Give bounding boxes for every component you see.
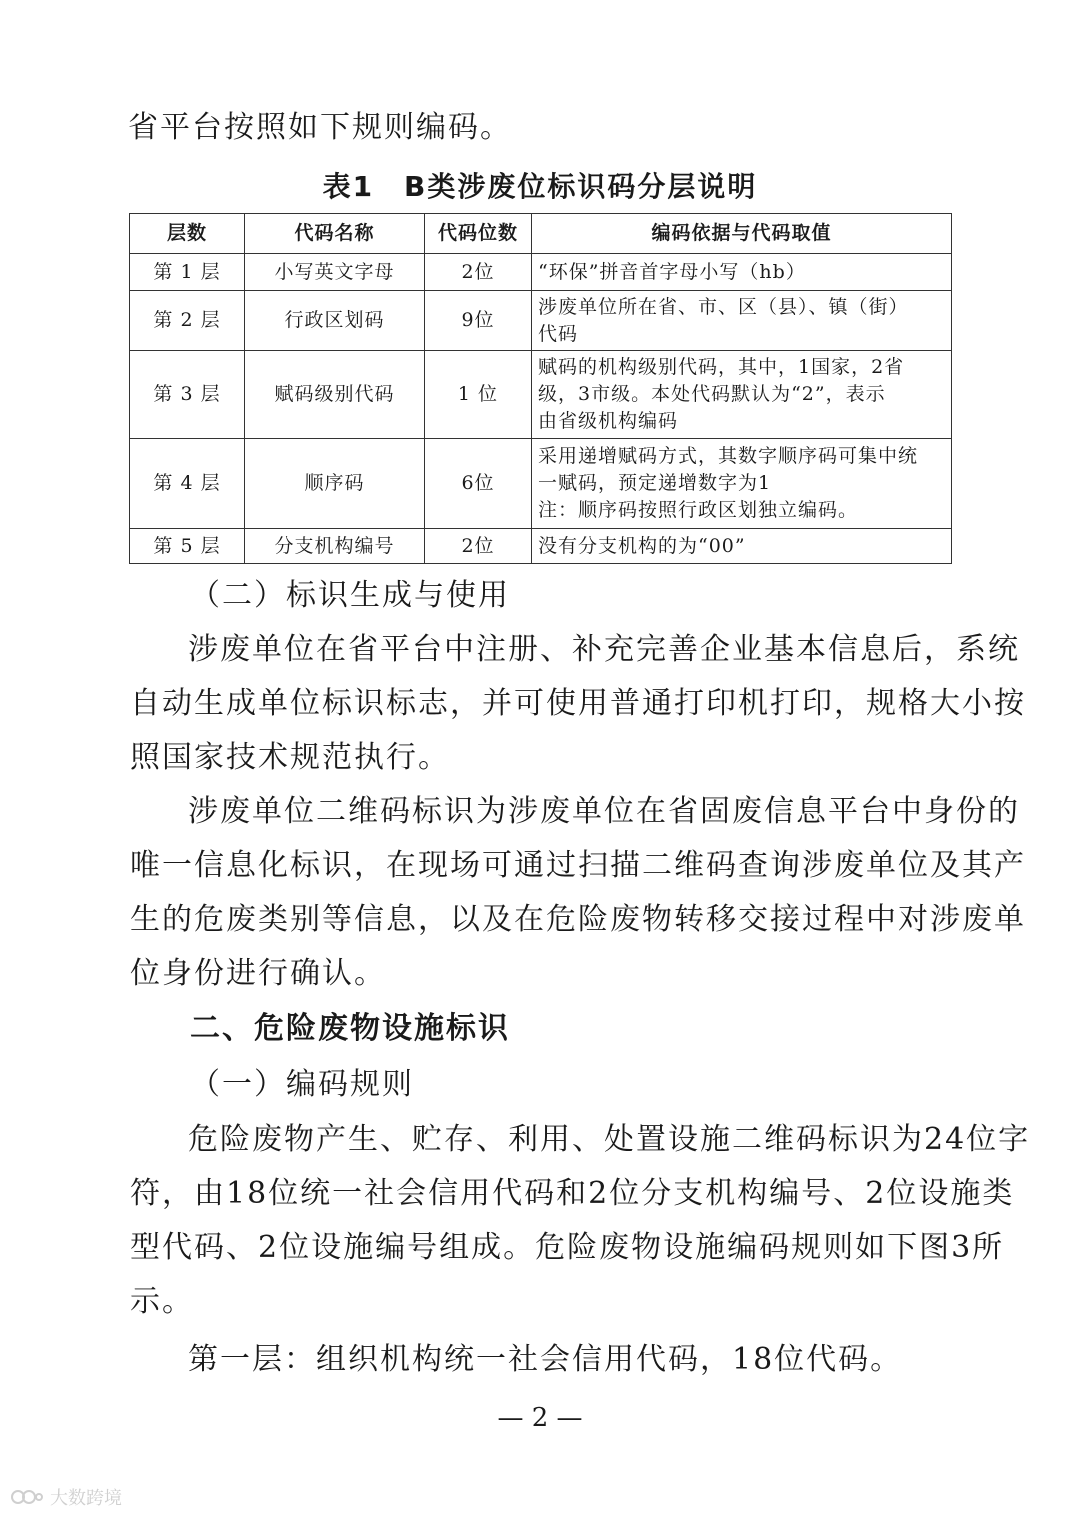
paragraph-line: 示。	[130, 1284, 194, 1319]
cell-layer: 第 5 层	[130, 529, 245, 564]
cell-code-basis	[532, 529, 952, 564]
paragraph-line: 生的危废类别等信息，以及在危险废物转移交接过程中对涉废单	[130, 902, 1026, 937]
cell-code-name: 行政区划码	[245, 291, 425, 351]
basis-line: 采用递增赋码方式，其数字顺序码可集中统	[538, 445, 919, 467]
table-row	[130, 529, 952, 564]
cell-code-digits: 9位	[425, 291, 532, 351]
paragraph-line: 涉废单位二维码标识为涉废单位在省固废信息平台中身份的	[188, 794, 1020, 829]
table-row	[130, 291, 952, 351]
cell-code-basis	[532, 351, 952, 439]
basis-line: 由省级机构编码	[538, 410, 679, 432]
basis-line: 注：顺序码按照行政区划独立编码。	[538, 499, 859, 521]
cell-code-name: 小写英文字母	[245, 254, 425, 291]
cell-code-basis	[532, 439, 952, 529]
cell-code-basis	[532, 254, 952, 291]
table-row	[130, 254, 952, 291]
paragraph-line: 自动生成单位标识标志，并可使用普通打印机打印，规格大小按	[130, 686, 1026, 721]
watermark	[10, 1484, 122, 1510]
cell-layer: 第 1 层	[130, 254, 245, 291]
paragraph-line: 照国家技术规范执行。	[130, 740, 450, 775]
paragraph-line: 危险废物产生、贮存、利用、处置设施二维码标识为24位字	[188, 1122, 1031, 1157]
basis-line: 一赋码，预定递增数字为1	[538, 472, 772, 494]
intro-text: 省平台按照如下规则编码。	[128, 110, 512, 145]
cell-layer: 第 4 层	[130, 439, 245, 529]
basis-line: 级，3市级。本处代码默认为“2”，表示	[538, 383, 886, 405]
code-layer-table	[129, 213, 952, 564]
paragraph-line: 符，由18位统一社会信用代码和2位分支机构编号、2位设施类	[130, 1176, 1015, 1211]
cell-code-digits: 2位	[425, 529, 532, 564]
section-heading-1: （一）编码规则	[190, 1067, 414, 1102]
paragraph-line: 位身份进行确认。	[130, 956, 386, 991]
watermark-logo-icon	[10, 1486, 44, 1508]
header-code-basis: 编码依据与代码取值	[532, 214, 952, 254]
basis-line: 代码	[538, 322, 579, 345]
basis-line: 没有分支机构的为“00”	[538, 534, 746, 557]
cell-layer: 第 3 层	[130, 351, 245, 439]
basis-line: 涉废单位所在省、市、区（县）、镇（街）	[538, 295, 909, 318]
section-heading-2: （二）标识生成与使用	[190, 578, 510, 613]
cell-code-name: 赋码级别代码	[245, 351, 425, 439]
basis-line: 赋码的机构级别代码，其中，1国家，2省	[538, 356, 905, 378]
cell-code-digits: 1 位	[425, 351, 532, 439]
paragraph-line: 唯一信息化标识，在现场可通过扫描二维码查询涉废单位及其产	[130, 848, 1026, 883]
table-row	[130, 439, 952, 529]
paragraph-line: 涉废单位在省平台中注册、补充完善企业基本信息后，系统	[188, 632, 1020, 667]
paragraph-line: 型代码、2位设施编号组成。危险废物设施编码规则如下图3所	[130, 1230, 1005, 1265]
header-layer: 层数	[130, 214, 245, 254]
cell-code-digits: 6位	[425, 439, 532, 529]
paragraph-line: 第一层：组织机构统一社会信用代码，18位代码。	[188, 1342, 903, 1377]
basis-line: “环保”拼音首字母小写（hb）	[538, 260, 806, 283]
header-code-name: 代码名称	[245, 214, 425, 254]
table-header-row	[130, 214, 952, 254]
page-number: — 2 —	[497, 1403, 583, 1433]
table-row	[130, 351, 952, 439]
cell-code-digits: 2位	[425, 254, 532, 291]
cell-code-basis	[532, 291, 952, 351]
cell-code-name: 分支机构编号	[245, 529, 425, 564]
watermark-text: 大数跨境	[50, 1488, 122, 1509]
chapter-heading-2: 二、危险废物设施标识	[190, 1011, 510, 1046]
header-code-digits: 代码位数	[425, 214, 532, 254]
cell-layer: 第 2 层	[130, 291, 245, 351]
table-caption: 表1 B类涉废位标识码分层说明	[322, 170, 758, 203]
cell-code-name: 顺序码	[245, 439, 425, 529]
